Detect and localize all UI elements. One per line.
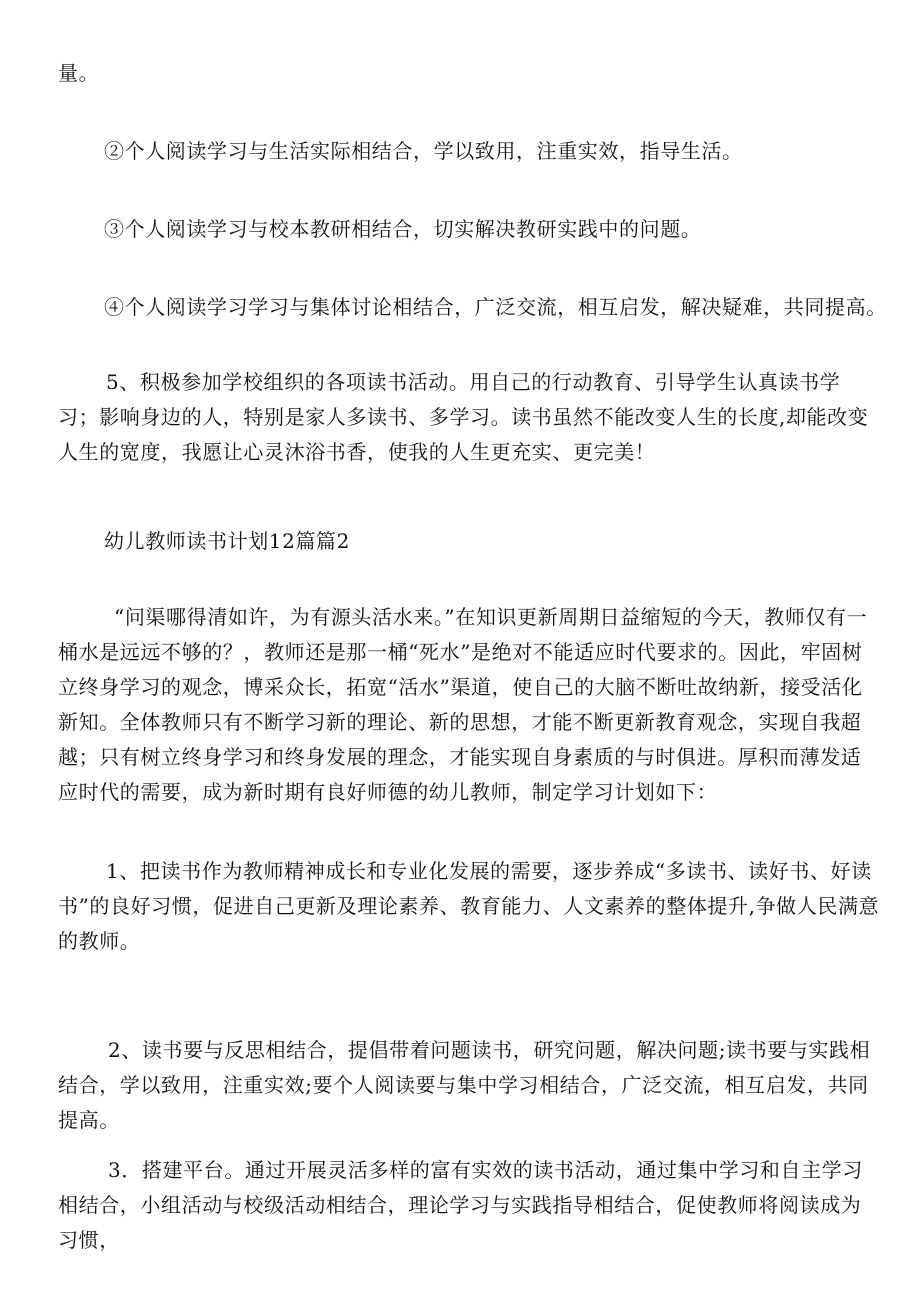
paragraph-intro: “问渠哪得清如许，为有源头活水来。”在知识更新周期日益缩短的今天，教师仅有一桶水是远远不够的？，教师还是那一桶“死水”是绝对不能适应时代要求的。因此，牢固树立终身学习的观念，博采众长，拓宽“活水”渠道，使自己的大脑不断吐故纳新，接受活化新知。全体教师只有不断学习新的理论、新的思想，才能不断更新教育观念，实现自我超越；只有树立终身学习和终身发展的理念，才能实现自身素质的与时俱进。厚积而薄发适应时代的需要，成为新时期有良好师德的幼儿教师，制定学习计划如下： [58, 605, 868, 804]
paragraph-plan-1: 1、把读书作为教师精神成长和专业化发展的需要，逐步养成“多读书、读好书、好读书”的良好习惯，促进自己更新及理论素养、教育能力、人文素养的整体提升,争做人民满意的教师。 [58, 859, 880, 953]
section-heading: 幼儿教师读书计划12篇篇2 [104, 529, 350, 553]
paragraph-point-5: 5、积极参加学校组织的各项读书活动。用自己的行动教育、引导学生认真读书学习；影响身边的人，特别是家人多读书、多学习。读书虽然不能改变人生的长度,却能改变人生的宽度，我愿让心灵沐浴书香，使我的人生更充实、更完美！ [58, 370, 869, 464]
paragraph-plan-3: 3．搭建平台。通过开展灵活多样的富有实效的读书活动，通过集中学习和自主学习相结合，小组活动与校级活动相结合，理论学习与实践指导相结合，促使教师将阅读成为习惯， [58, 1158, 863, 1252]
paragraph-continuation: 量。 [58, 61, 100, 85]
paragraph-item-3: ③个人阅读学习与校本教研相结合，切实解决教研实践中的问题。 [104, 217, 702, 241]
paragraph-item-2: ②个人阅读学习与生活实际相结合，学以致用，注重实效，指导生活。 [104, 139, 743, 163]
paragraph-plan-2: 2、读书要与反思相结合，提倡带着问题读书，研究问题，解决问题;读书要与实践相结合，学以致用，注重实效;要个人阅读要与集中学习相结合，广泛交流，相互启发，共同提高。 [58, 1038, 871, 1132]
paragraph-item-4: ④个人阅读学习学习与集体讨论相结合，广泛交流，相互启发，解决疑难，共同提高。 [104, 295, 887, 319]
